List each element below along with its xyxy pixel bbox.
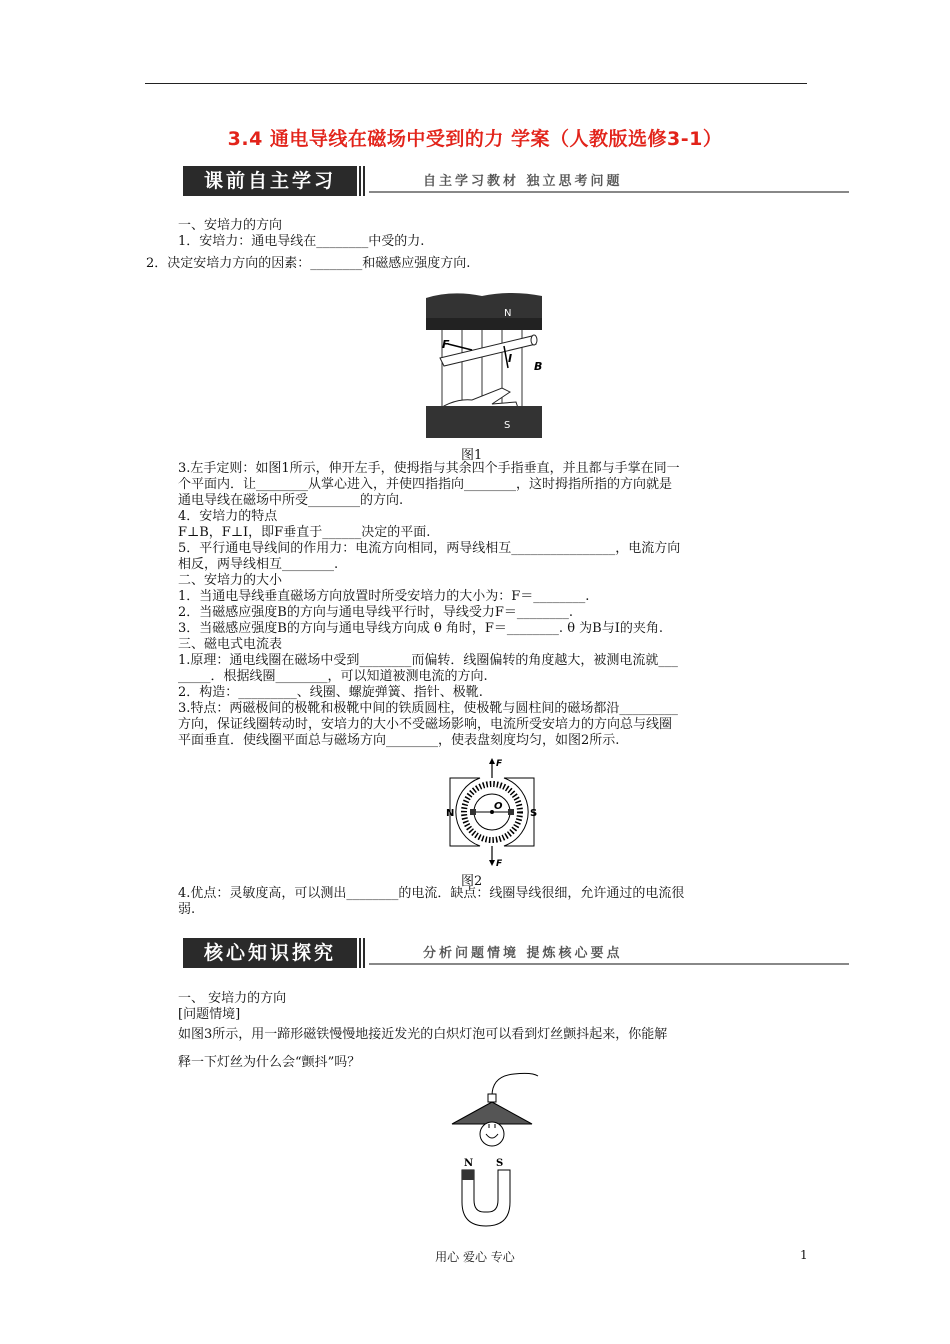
banner-rule [369, 963, 849, 965]
text-line: 3．当磁感应强度B的方向与通电导线方向成 θ 角时，F＝________. θ 为B与I的夹角. [178, 621, 663, 636]
text-line: [问题情境] [178, 1007, 241, 1022]
text-line: 一、安培力的方向 [178, 218, 283, 233]
text-line: 个平面内．让________从掌心进入，并使四指指向________，这时拇指所指的方向就是 [178, 477, 673, 492]
banner-tag: 核心知识探究 [183, 938, 357, 968]
banner-stripes [359, 938, 367, 968]
text-line: 3.特点：两磁极间的极靴和极靴中间的铁质圆柱，使极靴与圆柱间的磁场都沿_________ [178, 701, 678, 716]
text-line: 方向，保证线圈转动时，安培力的大小不受磁场影响，电流所受安培力的方向总与线圈 [178, 717, 673, 732]
fig3-label-s: S [496, 1158, 504, 1169]
figure-1-caption: 图1 [461, 448, 483, 463]
section-banner-core [183, 938, 849, 968]
text-line: 4.优点：灵敏度高，可以测出________的电流．缺点：线圈导线很细，允许通过的电流很 [178, 886, 685, 901]
text-line: 如图3所示，用一蹄形磁铁慢慢地接近发光的白炽灯泡可以看到灯丝颤抖起来，你能解 [178, 1027, 668, 1042]
fig1-label-i: I [508, 352, 513, 365]
text-line: 4．安培力的特点 [178, 509, 278, 524]
text-line: 相反，两导线相互________. [178, 557, 339, 572]
text-line: 二、安培力的大小 [178, 573, 283, 588]
top-rule [145, 83, 807, 84]
text-line: 弱. [178, 902, 196, 917]
text-line: 1．安培力：通电导线在________中受的力. [178, 234, 425, 249]
banner-tag: 课前自主学习 [183, 166, 357, 196]
text-line: 3.左手定则：如图1所示，伸开左手，使拇指与其余四个手指垂直，并且都与手掌在同一 [178, 461, 680, 476]
figure-2-galvanometer [436, 754, 548, 870]
text-line: 三、磁电式电流表 [178, 637, 283, 652]
section-banner-prelearning [183, 166, 849, 196]
text-line: 一、 安培力的方向 [178, 991, 287, 1006]
text-line: 通电导线在磁场中所受________的方向. [178, 493, 404, 508]
text-line: 1.原理：通电线圈在磁场中受到________而偏转．线圈偏转的角度越大，被测电流就___ [178, 653, 678, 668]
text-line: 1．当通电导线垂直磁场方向放置时所受安培力的大小为：F＝________. [178, 589, 590, 604]
text-line: 释一下灯丝为什么会“颤抖”吗？ [178, 1055, 361, 1070]
banner-rule [369, 191, 849, 193]
page-number: 1 [800, 1248, 808, 1262]
text-line: 2．决定安培力方向的因素：________和磁感应强度方向. [146, 256, 471, 271]
banner-subtitle: 分析问题情境 提炼核心要点 [423, 946, 623, 961]
text-line: 平面垂直．使线圈平面总与磁场方向________，使表盘刻度均匀，如图2所示. [178, 733, 620, 748]
figure-2-caption: 图2 [461, 874, 483, 889]
text-line: 2．构造：_________、线圈、螺旋弹簧、指针、极靴. [178, 685, 483, 700]
fig1-label-f: F [442, 338, 450, 351]
text-line: 2．当磁感应强度B的方向与通电导线平行时，导线受力F＝________. [178, 605, 573, 620]
fig2-label-s: S [530, 808, 538, 819]
figure-1-left-hand-rule [412, 288, 562, 444]
fig3-label-n: N [464, 1158, 474, 1169]
fig2-label-f-bottom: F [496, 859, 503, 869]
fig2-label-n: N [446, 808, 455, 819]
fig1-label-n: N [504, 308, 512, 319]
text-line: F⊥B，F⊥I，即F垂直于______决定的平面. [178, 525, 431, 540]
fig1-label-b: B [534, 360, 543, 373]
fig2-label-o: O [494, 801, 503, 812]
fig2-label-f-top: F [496, 759, 503, 769]
text-line: 5．平行通电导线间的作用力：电流方向相同，两导线相互________________，电流方向 [178, 541, 681, 556]
fig1-label-s: S [504, 420, 511, 431]
page-footer: 用心 爱心 专心 [435, 1250, 515, 1264]
figure-3-lamp-magnet [436, 1070, 552, 1230]
text-line: _____．根据线圈________，可以知道被测电流的方向. [178, 669, 488, 684]
banner-stripes [359, 166, 367, 196]
page-title: 3.4 通电导线在磁场中受到的力 学案（人教版选修3-1） [227, 128, 723, 150]
banner-subtitle: 自主学习教材 独立思考问题 [423, 174, 623, 189]
